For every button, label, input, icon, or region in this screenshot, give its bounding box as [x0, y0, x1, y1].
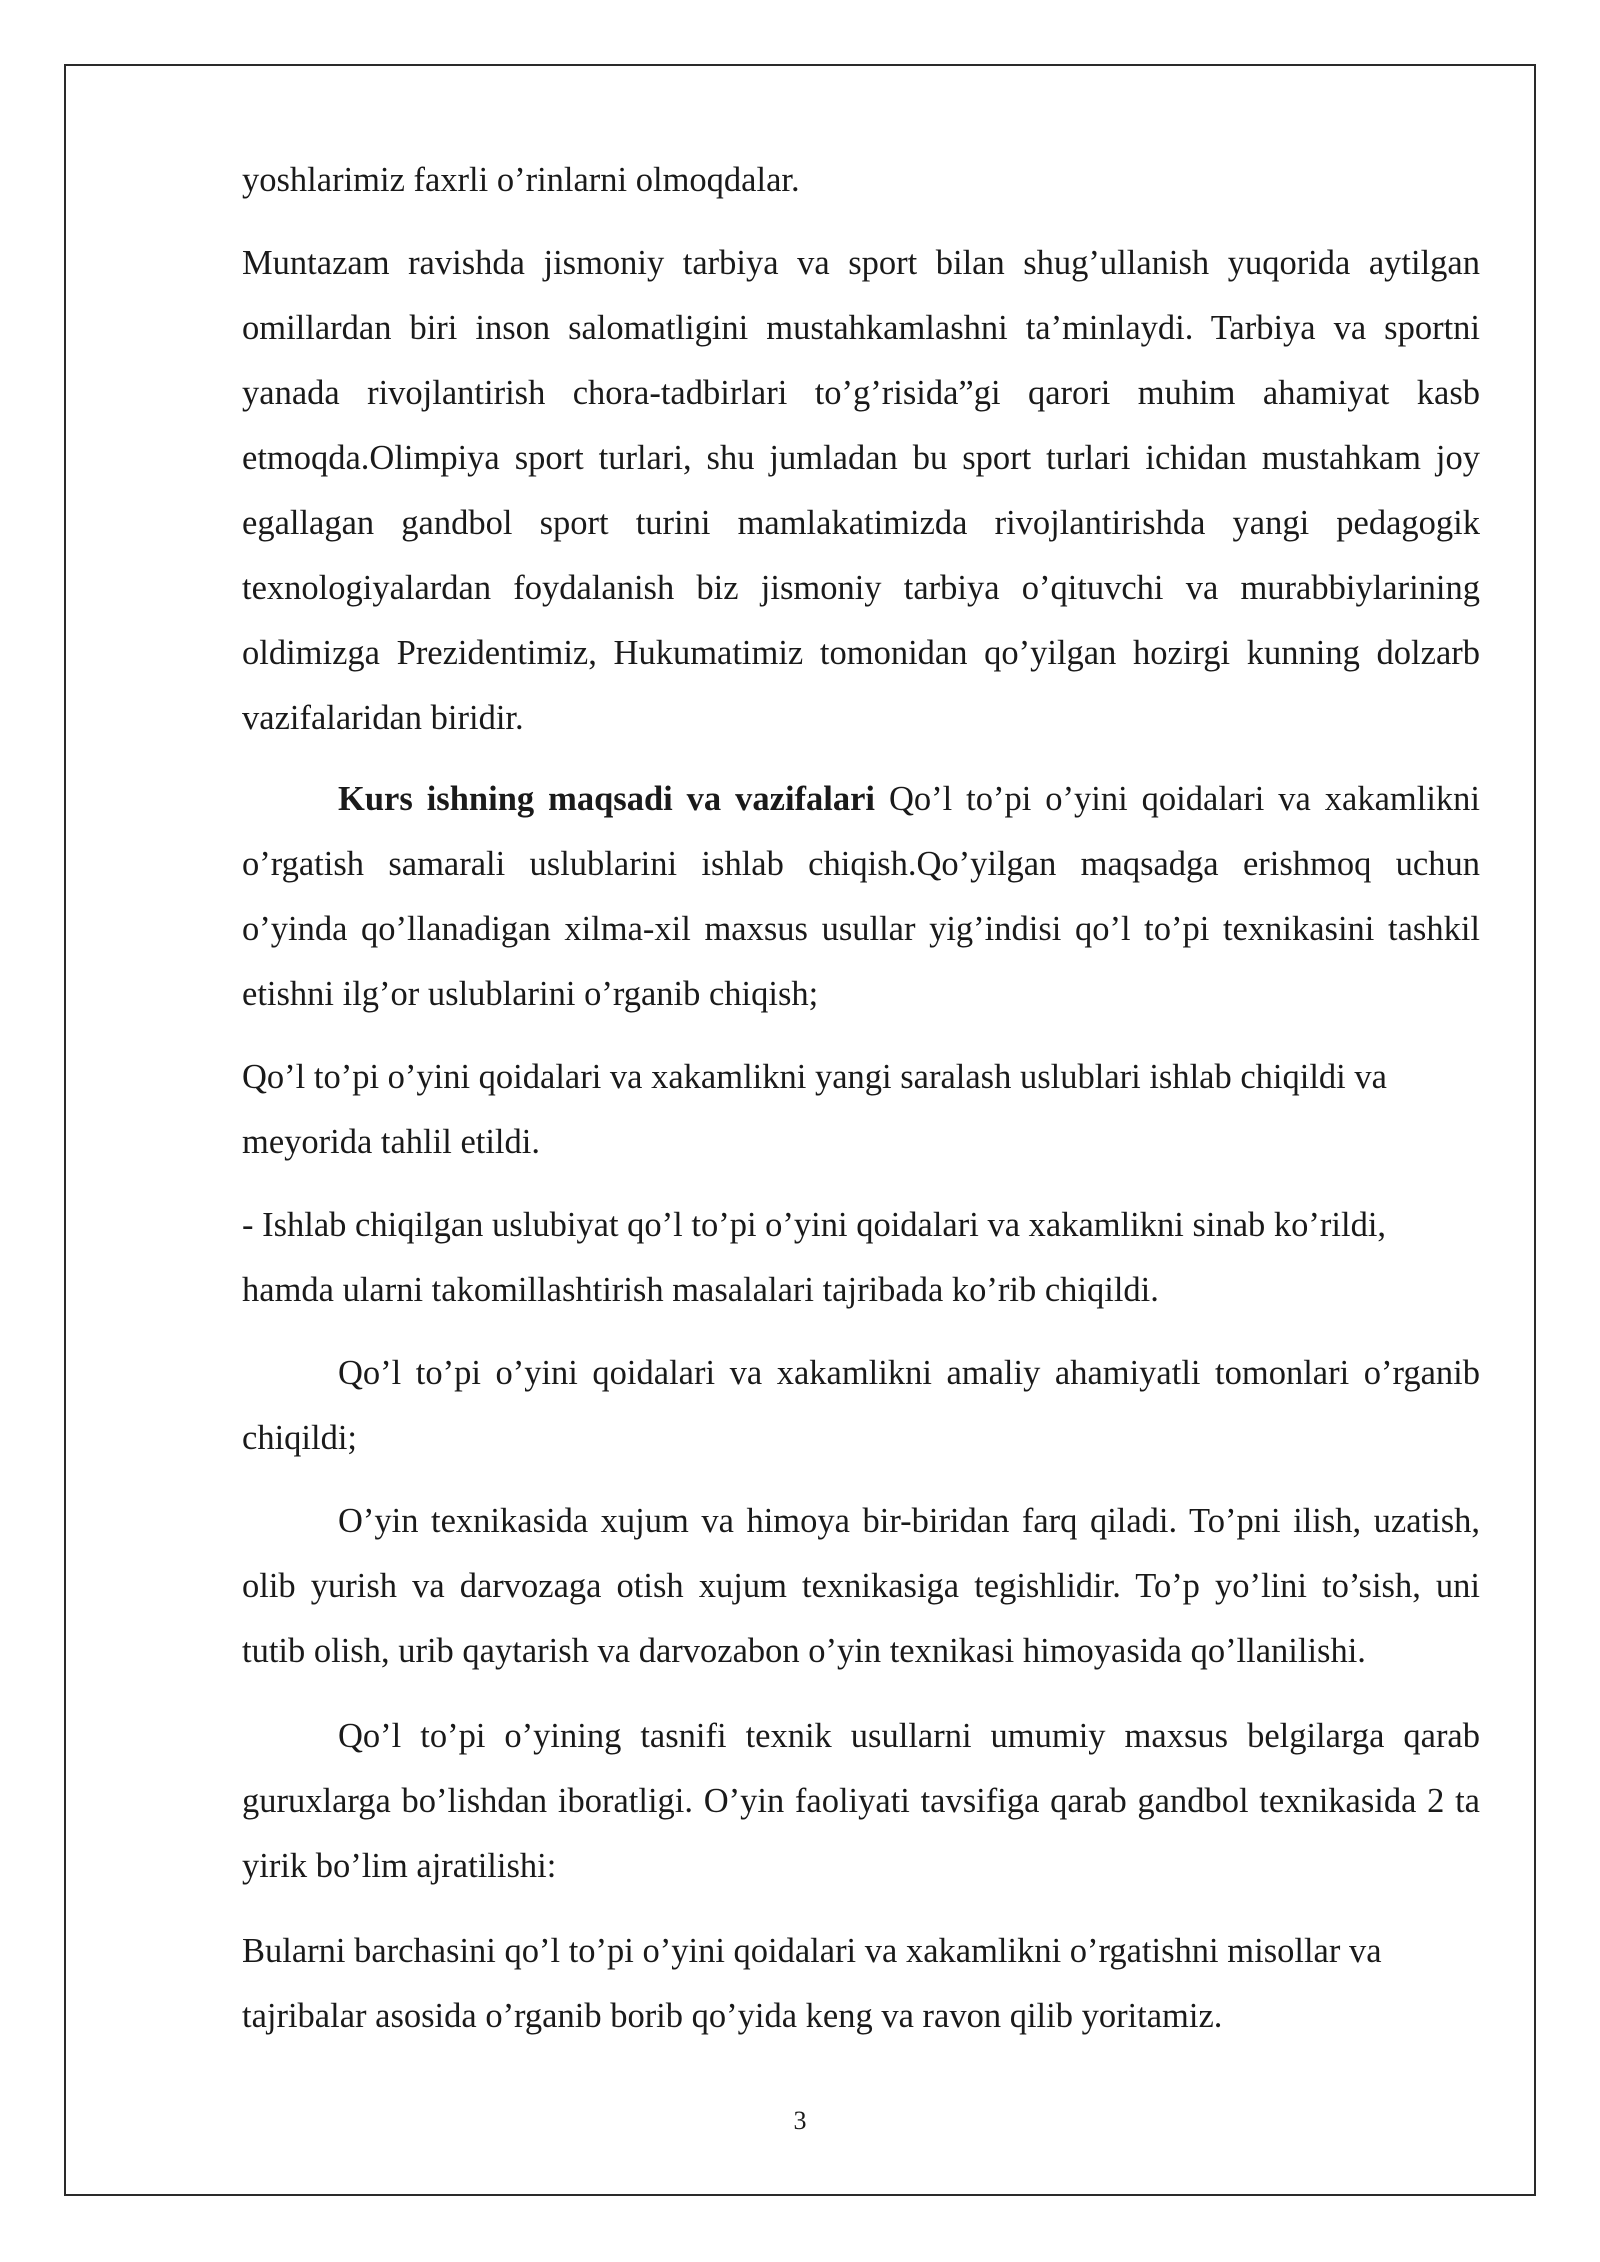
paragraph-5: - Ishlab chiqilgan uslubiyat qo’l to’pi o’yini qoidalari va xakamlikni sinab ko’rildi, hamda ularni takomillashtirish masalalari tajribada ko’rib chiqildi.: [242, 1206, 1387, 1309]
paragraph-6: Qo’l to’pi o’yini qoidalari va xakamlikni amaliy ahamiyatli tomonlari o’rganib chiqildi;: [242, 1354, 1480, 1457]
section-heading: Kurs ishning maqsadi va vazifalari: [338, 780, 876, 818]
paragraph-7: O’yin texnikasida xujum va himoya bir-biridan farq qiladi. To’pni ilish, uzatish, olib yurish va darvozaga otish xujum texnikasiga tegishlidir. To’p yo’lini to’sish, uni tutib olish, urib qaytarish va darvozabon o’yin texnikasi himoyasida qo’llanilishi.: [242, 1502, 1480, 1670]
paragraph-2: Muntazam ravishda jismoniy tarbiya va sport bilan shug’ullanish yuqorida aytilgan omillardan biri inson salomatligini mustahkamlashni ta’minlaydi. Tarbiya va sportni yanada rivojlantirish chora-tadbirlari to’g’risida”gi qarori muhim ahamiyat kasb etmoqda.Olimpiya sport turlari, shu jumladan bu sport turlari ichidan mustahkam joy egallagan gandbol sport turini mamlakatimizda rivojlantirishda yangi pedagogik texnologiyalardan foydalanish biz jismoniy tarbiya o’qituvchi va murabbiylarining oldimizga Prezidentimiz, Hukumatimiz tomonidan qo’yilgan hozirgi kunning dolzarb vazifalaridan biridir.: [242, 244, 1480, 737]
document-body: [242, 148, 1480, 2049]
paragraph-3: [242, 767, 1480, 1027]
paragraph-9: Bularni barchasini qo’l to’pi o’yini qoidalari va xakamlikni o’rgatishni misollar va tajribalar asosida o’rganib borib qo’yida keng va ravon qilib yoritamiz.: [242, 1932, 1382, 2035]
paragraph-3-text: Qo’l to’pi o’yini qoidalari va xakamlikni o’rgatish samarali uslublarini ishlab chiqish.Qo’yilgan maqsadga erishmoq uchun o’yinda qo’llanadigan xilma-xil maxsus usullar yig’indisi qo’l to’pi texnikasini tashkil etishni ilg’or uslublarini o’rganib chiqish;: [242, 780, 1480, 1013]
page-number: 3: [793, 2106, 807, 2135]
paragraph-1: yoshlarimiz faxrli o’rinlarni olmoqdalar.: [242, 161, 800, 199]
paragraph-4: Qo’l to’pi o’yini qoidalari va xakamlikni yangi saralash uslublari ishlab chiqildi va meyorida tahlil etildi.: [242, 1058, 1387, 1161]
paragraph-8: Qo’l to’pi o’yining tasnifi texnik usullarni umumiy maxsus belgilarga qarab guruxlarga bo’lishdan iboratligi. O’yin faoliyati tavsifiga qarab gandbol texnikasida 2 ta yirik bo’lim ajratilishi:: [242, 1717, 1480, 1885]
